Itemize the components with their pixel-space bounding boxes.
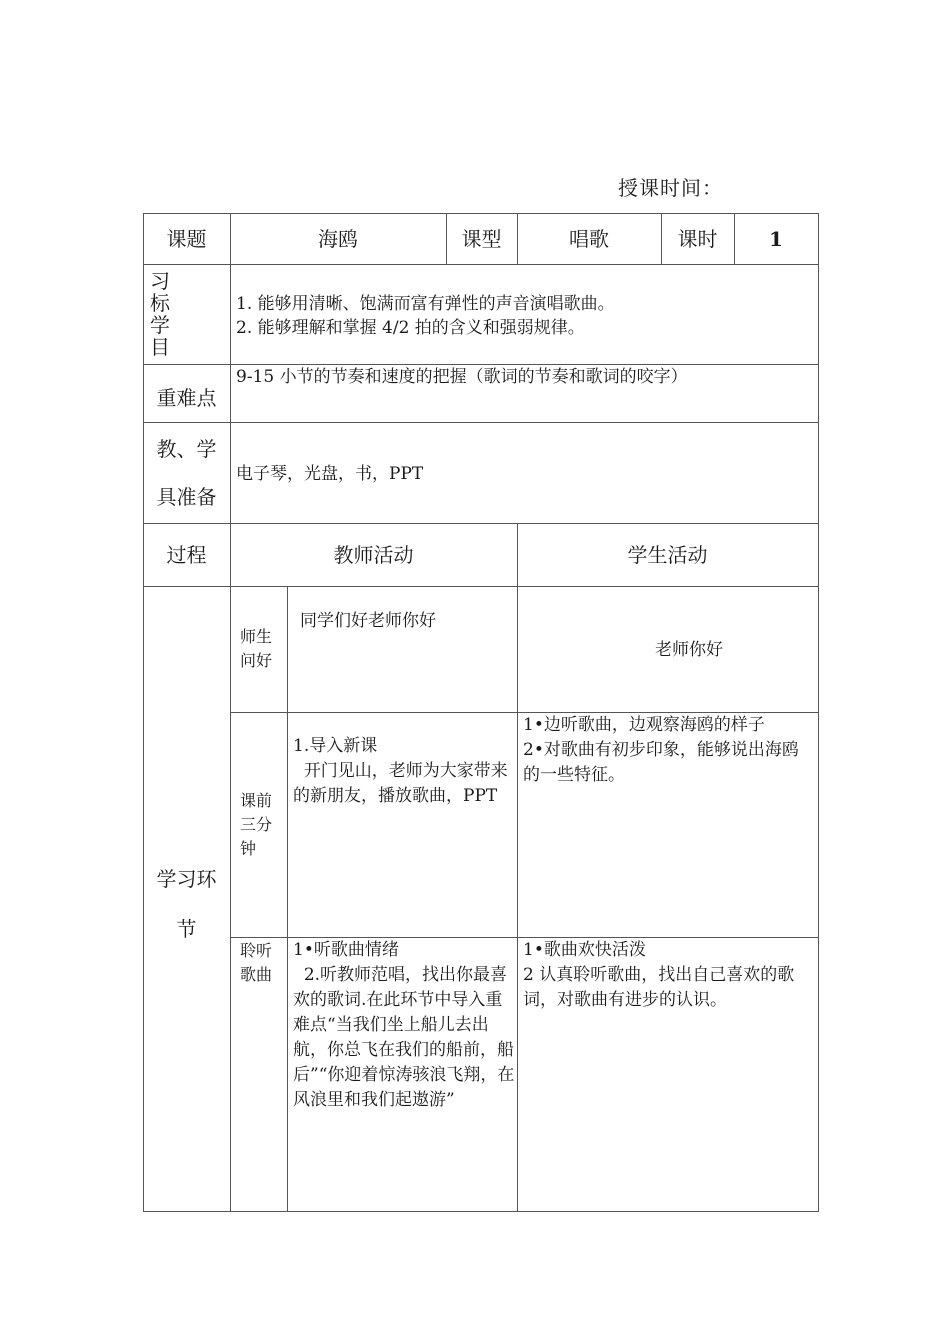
materials-label [143, 422, 230, 523]
materials-value: 电子琴，光盘，书，PPT [236, 464, 424, 484]
student-activity: 老师你好 [655, 640, 723, 660]
teacher-activity: 1.导入新课 开门见山，老师为大家带来的新朋友，播放歌曲，PPT [293, 736, 508, 806]
objectives-label: 习标学目 [150, 269, 170, 359]
materials-label-line1: 教、学 [156, 436, 217, 461]
learning-section-label [143, 586, 230, 1211]
teacher-activity: 1•听歌曲情绪 2.听教师范唱，找出你最喜欢的歌词.在此环节中导入重难点“当我们坐上船儿去出航，你总飞在我们的船前，船后”“你迎着惊涛骇浪飞翔，在风浪里和我们起遨游” [293, 940, 515, 1110]
stage-label: 课前三分钟 [240, 791, 273, 858]
lesson-hours-value: 1 [769, 226, 783, 251]
objective-item: 2. 能够理解和掌握 4/2 拍的含义和强弱规律。 [236, 318, 585, 338]
teacher-activity-header: 教师活动 [333, 542, 414, 567]
student-activity-header: 学生活动 [627, 542, 708, 567]
topic-value: 海鸥 [318, 226, 358, 251]
stage-label: 师生问好 [240, 627, 273, 670]
stage-label: 聆听歌曲 [240, 941, 273, 984]
teacher-activity: 同学们好老师你好 [300, 611, 436, 631]
lesson-hours-label: 课时 [677, 226, 718, 251]
lesson-type-label: 课型 [461, 226, 502, 251]
learning-label-line2: 节 [176, 916, 197, 941]
learning-label-line1: 学习环 [156, 866, 217, 891]
student-activity: 1•边听歌曲，边观察海鸥的样子 2•对歌曲有初步印象，能够说出海鸥的一些特征。 [523, 715, 799, 785]
objective-item: 1. 能够用清晰、饱满而富有弹性的声音演唱歌曲。 [236, 294, 615, 314]
student-activity: 1•歌曲欢快活泼 2 认真聆听歌曲，找出自己喜欢的歌词，对歌曲有进步的认识。 [523, 940, 795, 1010]
process-label: 过程 [166, 542, 207, 567]
lesson-type-value: 唱歌 [569, 226, 609, 251]
objectives-list [236, 292, 806, 340]
topic-label: 课题 [166, 226, 207, 251]
materials-label-line2: 具准备 [156, 484, 217, 509]
difficulty-value: 9-15 小节的节奏和速度的把握（歌词的节奏和歌词的咬字） [236, 367, 688, 387]
difficulty-label: 重难点 [156, 386, 217, 410]
lesson-time-label: 授课时间： [618, 176, 723, 200]
